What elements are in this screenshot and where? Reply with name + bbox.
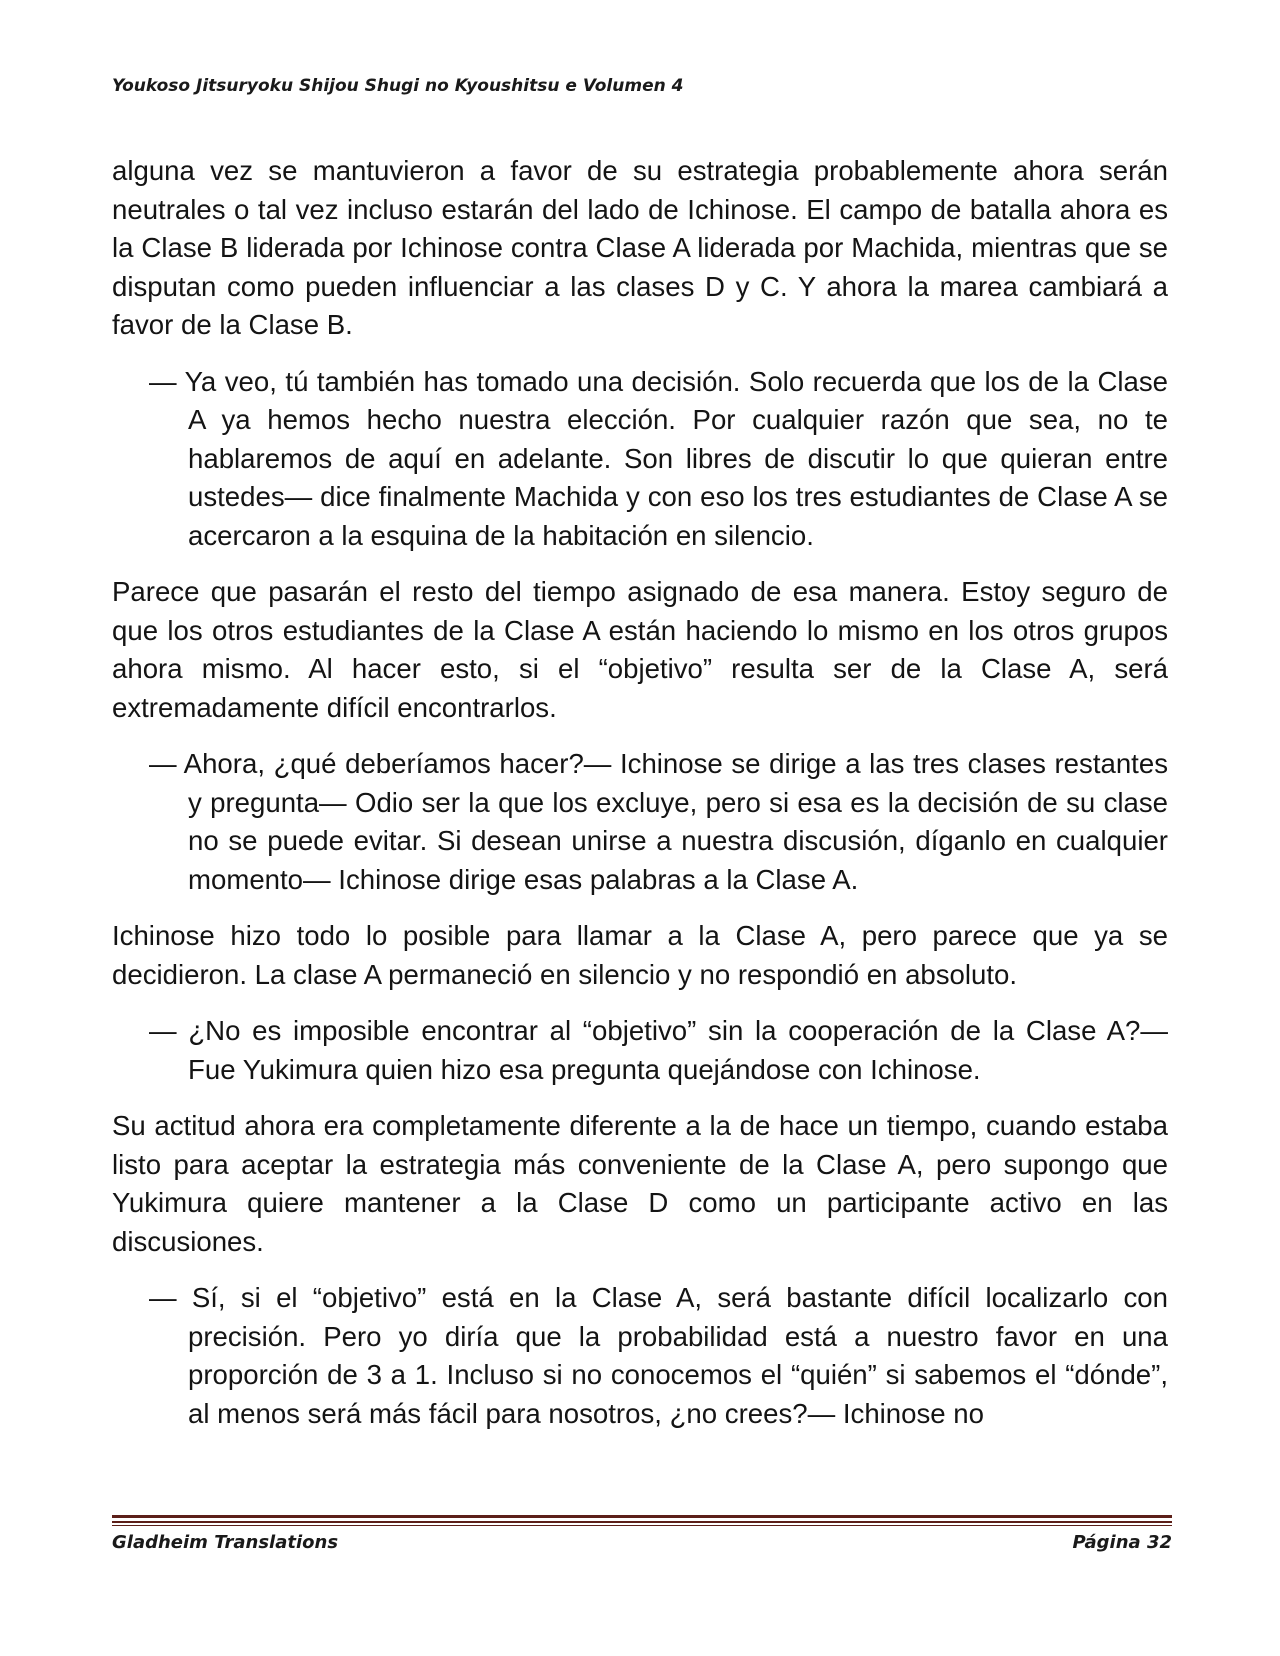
paragraph: alguna vez se mantuvieron a favor de su estrategia probablemente ahora serán neutrales o tal vez incluso estarán del lado de Ichinose. El campo de batalla ahora es la Clase B liderada por Ichinose contra Clase A liderada por Machida, mientras que se disputan como pueden influenciar a las clases D y C. Y ahora la marea cambiará a favor de la Clase B. xyxy=(112,155,1168,340)
footer-rule xyxy=(112,1521,1172,1523)
dialogue-paragraph: — ¿No es imposible encontrar al “objetivo” sin la cooperación de la Clase A?— Fue Yukimura quien hizo esa pregunta quejándose con Ichinose. xyxy=(149,1015,1168,1085)
page-body xyxy=(112,152,1168,1451)
dialogue-paragraph: — Ahora, ¿qué deberíamos hacer?— Ichinose se dirige a las tres clases restantes y pregunta— Odio ser la que los excluye, pero si esa es la decisión de su clase no se puede evitar. Si desean unirse a nuestra discusión, díganlo en cualquier momento— Ichinose dirige esas palabras a la Clase A. xyxy=(149,748,1168,895)
paragraph: Ichinose hizo todo lo posible para llamar a la Clase A, pero parece que ya se decidieron. La clase A permaneció en silencio y no respondió en absoluto. xyxy=(112,920,1168,990)
footer-rule xyxy=(112,1515,1172,1518)
footer-rule xyxy=(112,1525,1172,1526)
dialogue-paragraph: — Sí, si el “objetivo” está en la Clase A, será bastante difícil localizarlo con precisión. Pero yo diría que la probabilidad está a nuestro favor en una proporción de 3 a 1. Incluso si no conocemos el “quién” si sabemos el “dónde”, al menos será más fácil para nosotros, ¿no crees?— Ichinose no xyxy=(149,1282,1168,1429)
translator-credit: Gladheim Translations xyxy=(112,1532,339,1553)
paragraph: Parece que pasarán el resto del tiempo asignado de esa manera. Estoy seguro de que los otros estudiantes de la Clase A están haciendo lo mismo en los otros grupos ahora mismo. Al hacer esto, si el “objetivo” resulta ser de la Clase A, será extremadamente difícil encontrarlos. xyxy=(112,576,1168,723)
page-number: Página 32 xyxy=(1072,1532,1172,1553)
dialogue-paragraph: — Ya veo, tú también has tomado una decisión. Solo recuerda que los de la Clase A ya hemos hecho nuestra elección. Por cualquier razón que sea, no te hablaremos de aquí en adelante. Son libres de discutir lo que quieran entre ustedes— dice finalmente Machida y con eso los tres estudiantes de Clase A se acercaron a la esquina de la habitación en silencio. xyxy=(149,365,1168,551)
running-header: Youkoso Jitsuryoku Shijou Shugi no Kyoushitsu e Volumen 4 xyxy=(112,76,684,96)
paragraph: Su actitud ahora era completamente diferente a la de hace un tiempo, cuando estaba listo para aceptar la estrategia más conveniente de la Clase A, pero supongo que Yukimura quiere mantener a la Clase D como un participante activo en las discusiones. xyxy=(112,1110,1168,1257)
page-footer xyxy=(112,1532,1172,1553)
